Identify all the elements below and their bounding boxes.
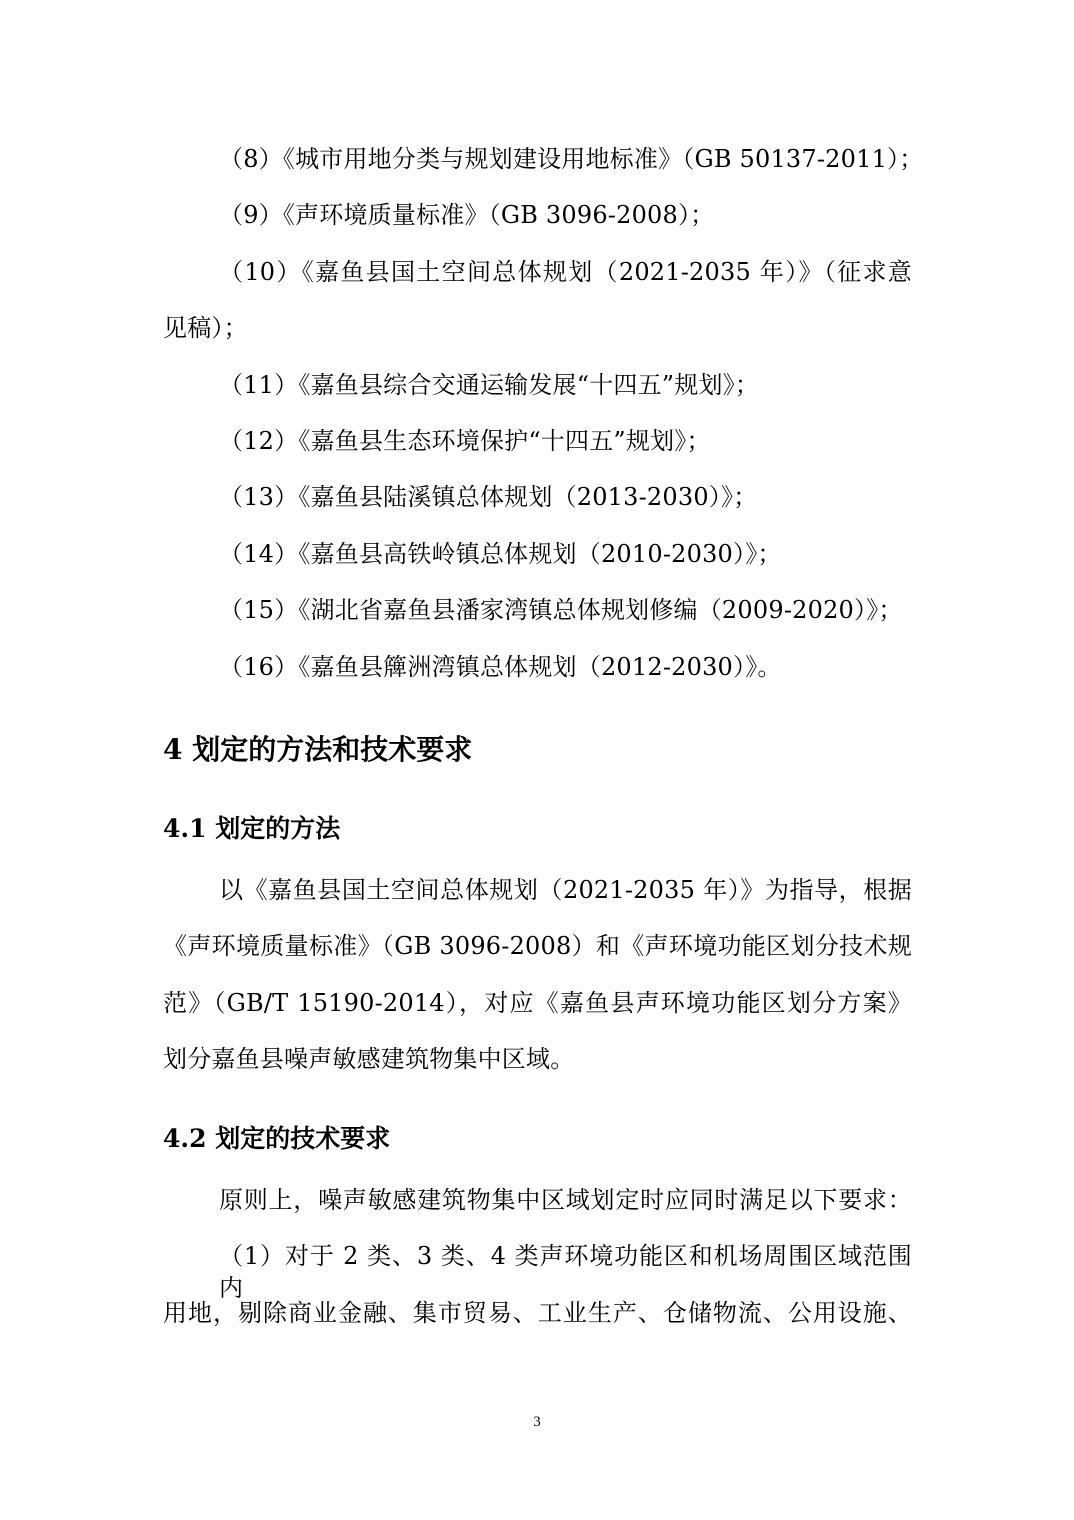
section-4-heading: 4 划定的方法和技术要求 [163, 733, 473, 766]
reference-item-15: （15）《湖北省嘉鱼县潘家湾镇总体规划修编（2009-2020）》； [219, 596, 903, 624]
reference-item-11: （11）《嘉鱼县综合交通运输发展“十四五”规划》； [219, 371, 760, 399]
reference-item-8: （8）《城市用地分类与规划建设用地标准》（GB 50137-2011）； [219, 145, 924, 173]
section-4-1-paragraph-line-1: 以《嘉鱼县国土空间总体规划（2021-2035 年）》为指导，根据 [219, 876, 912, 904]
reference-item-16: （16）《嘉鱼县簰洲湾镇总体规划（2012-2030）》。 [219, 653, 782, 681]
reference-item-13: （13）《嘉鱼县陆溪镇总体规划（2013-2030）》； [219, 483, 758, 511]
section-4-2-paragraph-line-2: （1）对于 2 类、3 类、4 类声环境功能区和机场周围区域范围内 [219, 1242, 912, 1302]
section-4-1-paragraph-line-4: 划分嘉鱼县噪声敏感建筑物集中区域。 [163, 1045, 575, 1073]
reference-item-10: （10）《嘉鱼县国土空间总体规划（2021-2035 年）》（征求意 [219, 258, 912, 286]
section-4-2-paragraph-line-3: 用地，剔除商业金融、集市贸易、工业生产、仓储物流、公用设施、 [163, 1299, 912, 1327]
reference-item-12: （12）《嘉鱼县生态环境保护“十四五”规划》； [219, 427, 711, 455]
section-4-1-paragraph-line-2: 《声环境质量标准》（GB 3096-2008）和《声环境功能区划分技术规 [163, 932, 912, 960]
section-4-1-heading: 4.1 划定的方法 [163, 814, 341, 843]
reference-item-9: （9）《声环境质量标准》（GB 3096-2008）； [219, 201, 715, 229]
section-4-2-paragraph-line-1: 原则上，噪声敏感建筑物集中区域划定时应同时满足以下要求： [219, 1186, 912, 1214]
section-4-2-heading: 4.2 划定的技术要求 [163, 1124, 391, 1153]
section-4-1-paragraph-line-3: 范》（GB/T 15190-2014），对应《嘉鱼县声环境功能区划分方案》 [163, 989, 912, 1017]
reference-item-14: （14）《嘉鱼县高铁岭镇总体规划（2010-2030）》； [219, 540, 782, 568]
reference-item-10-continued: 见稿）； [163, 314, 248, 342]
page-number: 3 [533, 1414, 541, 1430]
